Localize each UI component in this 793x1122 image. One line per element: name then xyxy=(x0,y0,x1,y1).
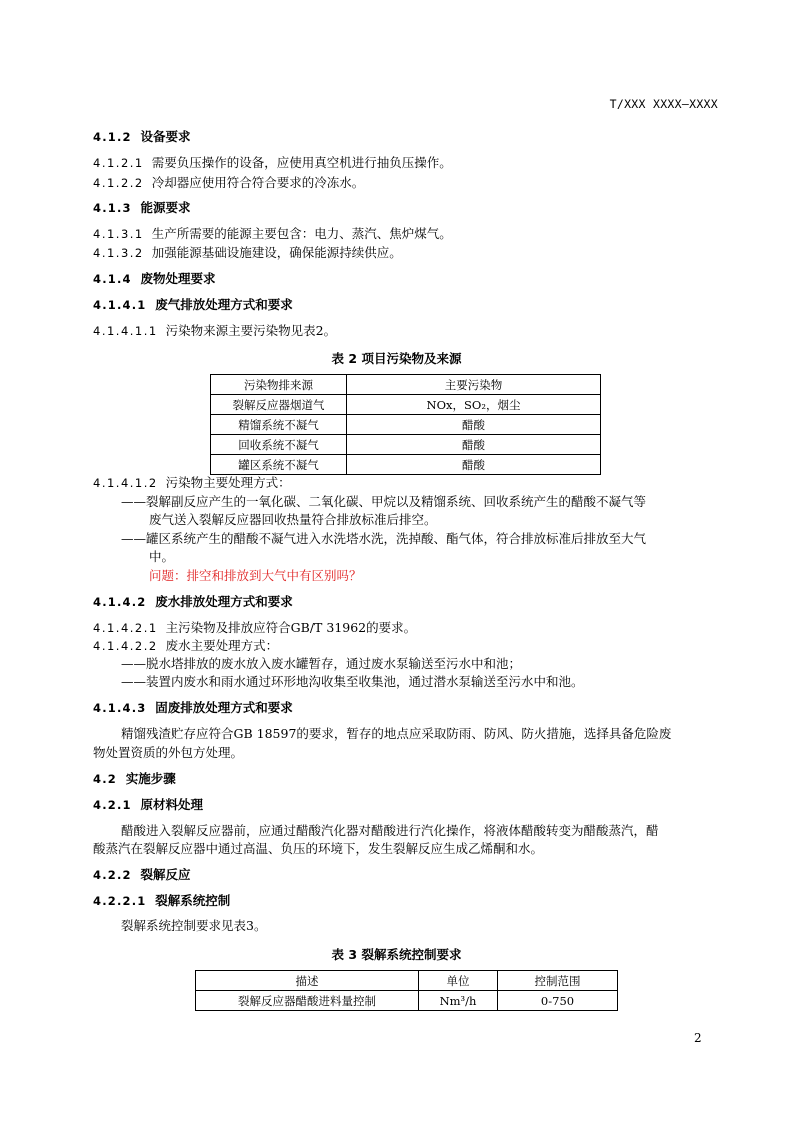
clause-text: 冷却器应使用符合符合要求的冷冻水。 xyxy=(151,175,365,190)
table-header-row xyxy=(196,971,618,991)
table-header-cell: 控制范围 xyxy=(498,971,618,991)
section-title: 实施步骤 xyxy=(125,771,176,786)
section-title: 固废排放处理方式和要求 xyxy=(155,700,293,715)
section-title: 裂解反应 xyxy=(140,867,191,882)
review-comment: 问题：排空和排放到大气中有区别吗？ xyxy=(149,568,362,583)
clause-4-1-4-1-1 xyxy=(93,323,336,339)
document-id: T/XXX XXXX—XXXX xyxy=(609,97,718,111)
clause-number: 4.1.3.2 xyxy=(93,246,144,260)
table-cell: 醋酸 xyxy=(347,435,601,455)
list-item-continuation: 中。 xyxy=(149,549,175,564)
list-item: ——罐区系统产生的醋酸不凝气进入水洗塔水洗，洗掉酸、酯气体，符合排放标准后排放至大气 xyxy=(121,531,647,546)
section-number: 4.1.3 xyxy=(93,201,132,215)
clause-text: 污染物主要处理方式： xyxy=(165,475,291,490)
table-header-row xyxy=(211,375,601,395)
table-3 xyxy=(195,970,618,1011)
clause-text: 污染物来源主要污染物见表2。 xyxy=(165,323,337,338)
paragraph-continuation: 酸蒸汽在裂解反应器中通过高温、负压的环境下，发生裂解反应生成乙烯酮和水。 xyxy=(93,841,544,856)
section-title: 设备要求 xyxy=(140,129,191,144)
table-cell: NOx，SO₂，烟尘 xyxy=(347,395,601,415)
section-number: 4.1.4.1 xyxy=(93,298,147,312)
section-4-1-4-1 xyxy=(93,297,293,313)
table-cell: 回收系统不凝气 xyxy=(211,435,347,455)
clause-number: 4.1.4.1.1 xyxy=(93,324,158,338)
table-row xyxy=(211,415,601,435)
section-number: 4.2.2 xyxy=(93,868,132,882)
table-cell: 裂解反应器烟道气 xyxy=(211,395,347,415)
clause-text: 加强能源基础设施建设，确保能源持续供应。 xyxy=(151,245,402,260)
table-row xyxy=(211,435,601,455)
table-cell: 0-750 xyxy=(498,991,618,1011)
table-header-cell: 主要污染物 xyxy=(347,375,601,395)
clause-4-1-4-2-1 xyxy=(93,620,416,636)
section-4-1-2 xyxy=(93,129,190,145)
clause-4-1-4-1-2 xyxy=(93,475,291,491)
clause-4-1-4-2-2 xyxy=(93,638,278,654)
table-cell: 醋酸 xyxy=(347,455,601,475)
section-4-2 xyxy=(93,771,176,787)
table-header-cell: 单位 xyxy=(419,971,498,991)
section-number: 4.1.2 xyxy=(93,130,132,144)
section-title: 废气排放处理方式和要求 xyxy=(155,297,293,312)
clause-number: 4.1.3.1 xyxy=(93,227,144,241)
clause-text: 主污染物及排放应符合GB/T 31962的要求。 xyxy=(165,620,417,635)
clause-4-1-2-2 xyxy=(93,175,364,191)
table-2 xyxy=(210,374,601,475)
section-number: 4.1.4.2 xyxy=(93,595,147,609)
section-4-1-3 xyxy=(93,200,190,216)
paragraph: 精馏残渣贮存应符合GB 18597的要求，暂存的地点应采取防雨、防风、防火措施，选择具备危险废 xyxy=(121,726,672,741)
section-4-2-2-1 xyxy=(93,893,230,909)
clause-text: 生产所需要的能源主要包含：电力、蒸汽、焦炉煤气。 xyxy=(151,226,452,241)
section-number: 4.2.1 xyxy=(93,798,132,812)
clause-number: 4.1.2.1 xyxy=(93,156,144,170)
section-4-1-4-3 xyxy=(93,700,293,716)
table-header-cell: 描述 xyxy=(196,971,419,991)
section-number: 4.2.2.1 xyxy=(93,894,147,908)
paragraph: 醋酸进入裂解反应器前，应通过醋酸汽化器对醋酸进行汽化操作，将液体醋酸转变为醋酸蒸汽，醋 xyxy=(121,823,659,838)
section-title: 废水排放处理方式和要求 xyxy=(155,594,293,609)
clause-4-1-3-2 xyxy=(93,245,402,261)
section-title: 能源要求 xyxy=(140,200,191,215)
list-item: ——裂解副反应产生的一氧化碳、二氧化碳、甲烷以及精馏系统、回收系统产生的醋酸不凝气等 xyxy=(121,494,647,509)
table-3-caption: 表 3 裂解系统控制要求 xyxy=(331,947,462,962)
paragraph: 裂解系统控制要求见表3。 xyxy=(121,918,267,933)
paragraph-continuation: 物处置资质的外包方处理。 xyxy=(93,745,244,760)
section-title: 废物处理要求 xyxy=(140,271,216,286)
table-row xyxy=(196,991,618,1011)
clause-4-1-3-1 xyxy=(93,226,452,242)
table-2-caption: 表 2 项目污染物及来源 xyxy=(331,351,462,366)
list-item: ——装置内废水和雨水通过环形地沟收集至收集池，通过潜水泵输送至污水中和池。 xyxy=(121,674,584,689)
clause-number: 4.1.2.2 xyxy=(93,176,144,190)
table-cell: Nm³/h xyxy=(419,991,498,1011)
table-header-cell: 污染物排来源 xyxy=(211,375,347,395)
clause-text: 需要负压操作的设备，应使用真空机进行抽负压操作。 xyxy=(151,155,452,170)
section-number: 4.1.4.3 xyxy=(93,701,147,715)
section-number: 4.2 xyxy=(93,772,117,786)
clause-number: 4.1.4.1.2 xyxy=(93,476,158,490)
page-number: 2 xyxy=(694,1031,702,1045)
section-4-2-1 xyxy=(93,797,203,813)
section-4-1-4 xyxy=(93,271,215,287)
table-cell: 罐区系统不凝气 xyxy=(211,455,347,475)
table-cell: 裂解反应器醋酸进料量控制 xyxy=(196,991,419,1011)
list-item: ——脱水塔排放的废水放入废水罐暂存，通过废水泵输送至污水中和池； xyxy=(121,656,522,671)
clause-number: 4.1.4.2.1 xyxy=(93,621,158,635)
table-row xyxy=(211,455,601,475)
section-4-1-4-2 xyxy=(93,594,293,610)
section-title: 原材料处理 xyxy=(140,797,203,812)
clause-4-1-2-1 xyxy=(93,155,452,171)
clause-number: 4.1.4.2.2 xyxy=(93,639,158,653)
section-number: 4.1.4 xyxy=(93,272,132,286)
table-cell: 精馏系统不凝气 xyxy=(211,415,347,435)
section-title: 裂解系统控制 xyxy=(155,893,231,908)
list-item-continuation: 废气送入裂解反应器回收热量符合排放标准后排空。 xyxy=(149,512,437,527)
table-row xyxy=(211,395,601,415)
clause-text: 废水主要处理方式： xyxy=(165,638,279,653)
table-cell: 醋酸 xyxy=(347,415,601,435)
section-4-2-2 xyxy=(93,867,190,883)
